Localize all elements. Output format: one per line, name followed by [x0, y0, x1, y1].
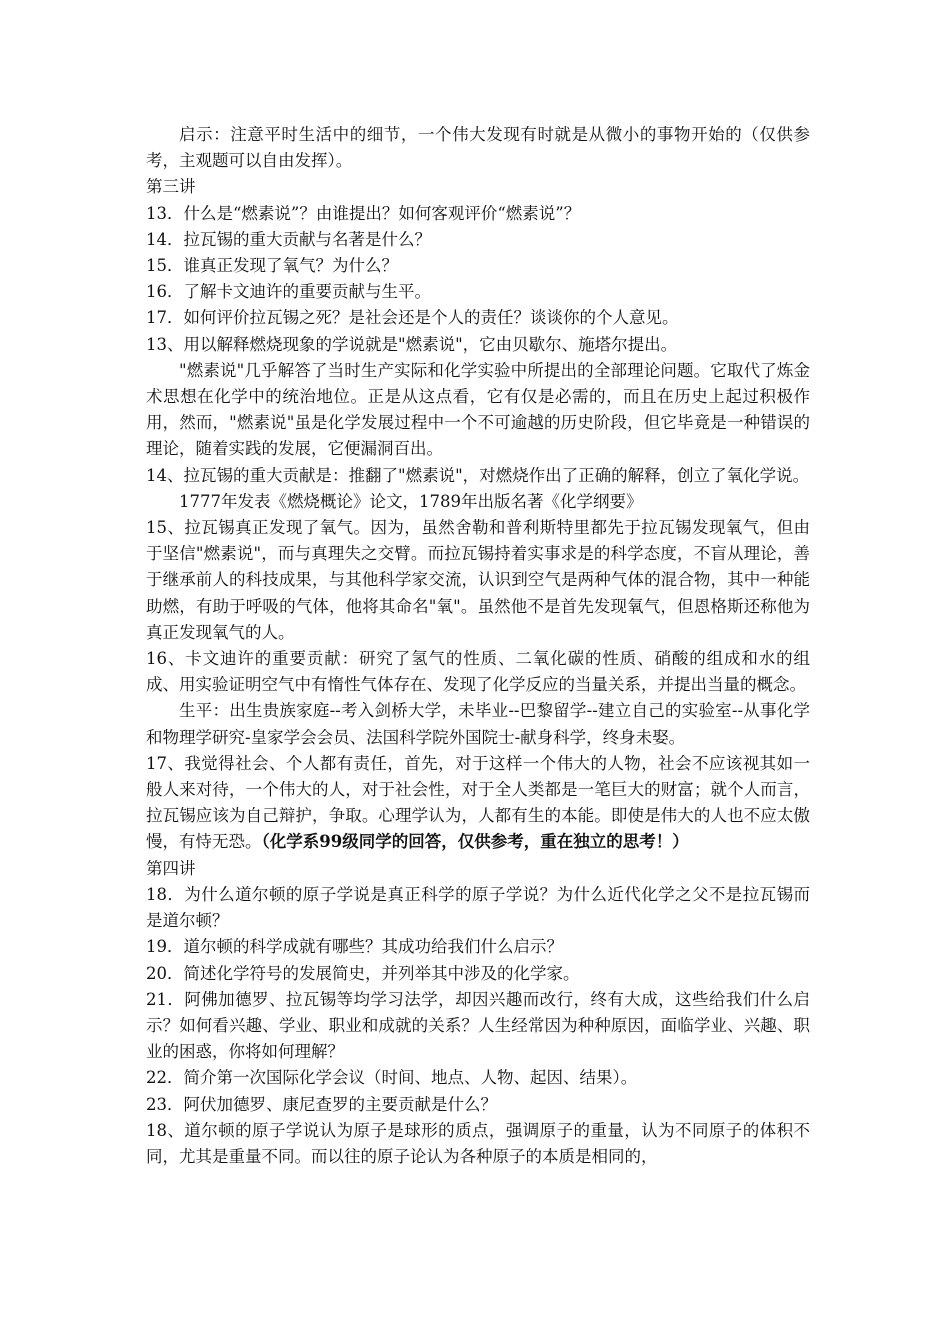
question-18: 18．为什么道尔顿的原子学说是真正科学的原子学说？为什么近代化学之父不是拉瓦锡而是道尔顿？	[146, 884, 810, 931]
answer-18: 18、道尔顿的原子学说认为原子是球形的质点，强调原子的重量，认为不同原子的体积不同，尤其是重量不同。而以往的原子论认为各种原子的本质是相同的，	[146, 1120, 810, 1166]
answer-14: 14、拉瓦锡的重大贡献是：推翻了"燃素说"，对燃烧作出了正确的解释，创立了氧化学说。	[146, 465, 810, 485]
question-14: 14．拉瓦锡的重大贡献与名著是什么？	[146, 229, 431, 249]
answer-17	[146, 751, 810, 856]
question-21: 21．阿佛加德罗、拉瓦锡等均学习法学，却因兴趣而改行，终有大成，这些给我们什么启示？如何看兴趣、学业、职业和成就的关系？人生经常因为种种原因，面临学业、兴趣、职业的困惑，你将如何理解？	[146, 989, 810, 1062]
answer-14-works: 1777年发表《燃烧概论》论文，1789年出版名著《化学纲要》	[179, 491, 643, 511]
question-15: 15．谁真正发现了氧气？为什么？	[146, 256, 398, 276]
document-body	[146, 122, 810, 1170]
question-22: 22．简介第一次国际化学会议（时间、地点、人物、起因、结果）。	[146, 1068, 638, 1088]
question-17: 17．如何评价拉瓦锡之死？是社会还是个人的责任？谈谈你的个人意见。	[146, 308, 679, 328]
question-20: 20．简述化学符号的发展简史，并列举其中涉及的化学家。	[146, 963, 580, 983]
question-16: 16．了解卡文迪许的重要贡献与生平。	[146, 282, 431, 302]
answer-17-note: （化学系99级同学的回答，仅供参考，重在独立的思考！）	[261, 832, 689, 852]
question-23: 23．阿伏加德罗、康尼查罗的主要贡献是什么？	[146, 1094, 497, 1114]
answer-16: 16、卡文迪许的重要贡献：研究了氢气的性质、二氧化碳的性质、硝酸的组成和水的组成、用实验证明空气中有惰性气体存在、发现了化学反应的当量关系，并提出当量的概念。	[146, 649, 810, 695]
question-13: 13．什么是“燃素说”？由谁提出？如何客观评价“燃素说”？	[146, 203, 581, 223]
answer-16-biography: 生平：出生贵族家庭--考入剑桥大学，未毕业--巴黎留学--建立自己的实验室--从事化学和物理学研究-皇家学会会员、法国科学院外国院士-献身科学，终身未娶。	[146, 701, 810, 747]
answer-15: 15、拉瓦锡真正发现了氧气。因为，虽然舍勒和普利斯特里都先于拉瓦锡发现氧气，但由于坚信"燃素说"，而与真理失之交臂。而拉瓦锡持着实事求是的科学态度，不盲从理论，善于继承前人的科技成果，与其他科学家交流，认识到空气是两种气体的混合物，其中一种能助燃，有助于呼吸的气体，他将其命名"氧"。虽然他不是首先发现氧气，但恩格斯还称他为真正发现氧气的人。	[146, 518, 810, 642]
paragraph-inspiration: 启示：注意平时生活中的细节，一个伟大发现有时就是从微小的事物开始的（仅供参考，主观题可以自由发挥）。	[146, 125, 810, 171]
section-heading-lecture-3: 第三讲	[146, 177, 196, 197]
answer-13-evaluation: "燃素说"几乎解答了当时生产实际和化学实验中所提出的全部理论问题。它取代了炼金术思想在化学中的统治地位。正是从这点看，它有仅是必需的，而且在历史上起过积极作用，然而，"燃素说"虽是化学发展过程中一个不可逾越的历史阶段，但它毕竟是一种错误的理论，随着实践的发展，它便漏洞百出。	[146, 360, 810, 459]
section-heading-lecture-4: 第四讲	[146, 858, 196, 878]
answer-17-text: 17、我觉得社会、个人都有责任，首先，对于这样一个伟大的人物，社会不应该视其如一般人来对待，一个伟大的人，对于社会性，对于全人类都是一笔巨大的财富；就个人而言，拉瓦锡应该为自己辩护，争取。心理学认为，人都有生的本能。即使是伟大的人也不应太傲慢，有恃无恐。	[146, 753, 810, 852]
answer-13: 13、用以解释燃烧现象的学说就是"燃素说"，它由贝歇尔、施塔尔提出。	[146, 334, 678, 354]
question-19: 19．道尔顿的科学成就有哪些？其成功给我们什么启示？	[146, 937, 563, 957]
